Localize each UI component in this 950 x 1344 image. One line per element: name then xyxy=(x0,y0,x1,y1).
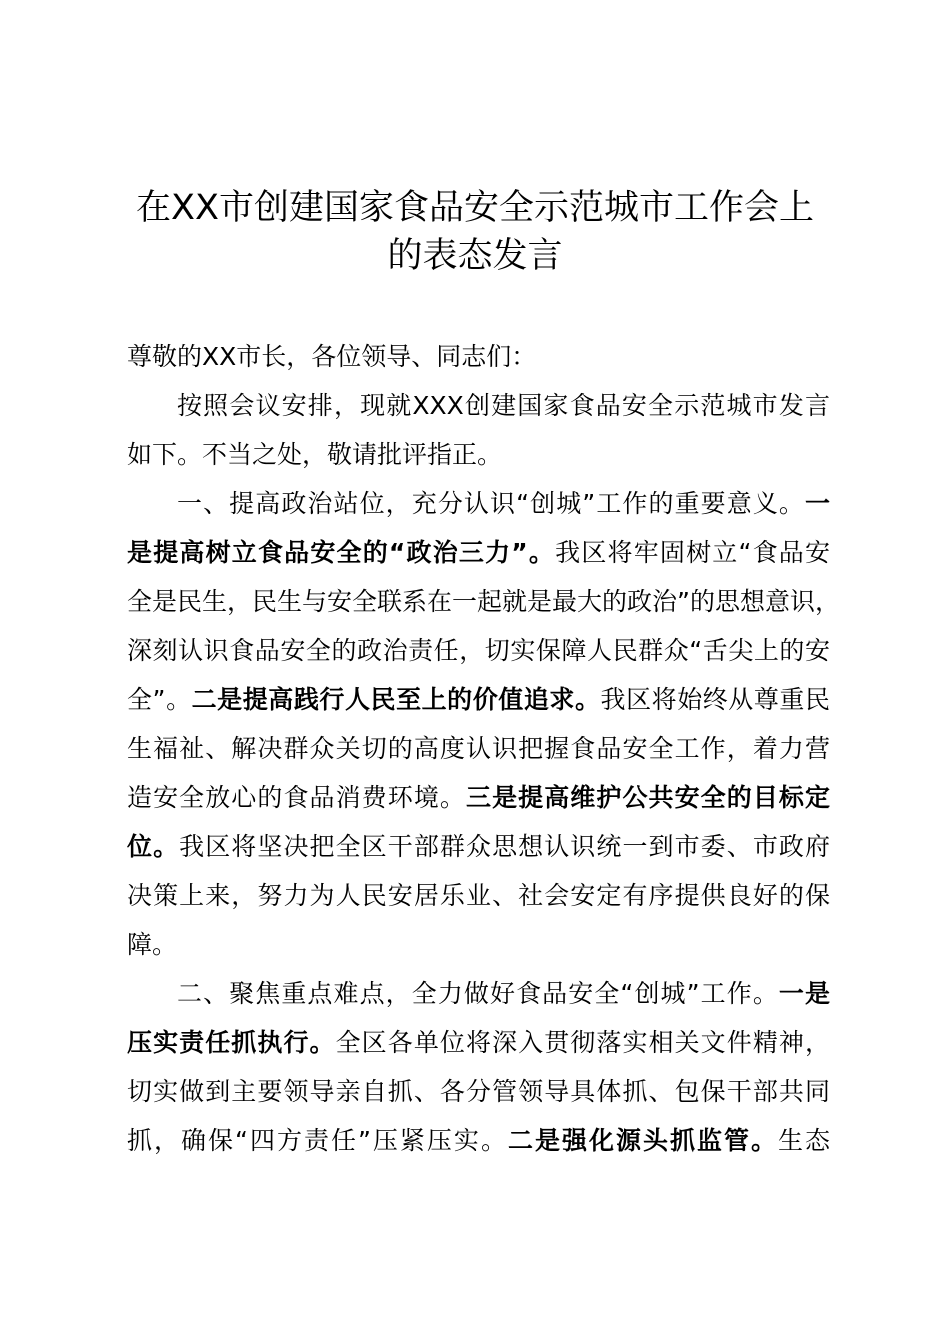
section2-point1-label: 压实责任抓执行。 xyxy=(127,1028,336,1057)
section1-point1-label: 是提高树立食品安全的“政治三力”。 xyxy=(127,538,556,567)
section1-line-7-text: 造安全放心的食品消费环境。 xyxy=(127,783,466,812)
section1-line-3: 全是民生，民生与安全联系在一起就是最大的政治”的思想意识， xyxy=(127,587,840,616)
section1-line-8 xyxy=(127,827,830,867)
section2-point1-label-start: 一是 xyxy=(778,979,830,1008)
section1-line-5 xyxy=(127,680,830,720)
section1-line-5-text-b: 我区将始终从尊重民 xyxy=(600,685,830,714)
section1-point3-label-end: 位。 xyxy=(127,832,180,861)
salutation: 尊敬的XX市长，各位领导、同志们： xyxy=(127,342,537,371)
section1-line-5-text-a: 全”。 xyxy=(127,685,192,714)
section2-line-4 xyxy=(127,1121,830,1161)
section1-heading: 一、提高政治站位，充分认识“创城”工作的重要意义。 xyxy=(177,489,805,518)
section1-point1-label-start: 一 xyxy=(804,489,830,518)
section2-heading: 二、聚焦重点难点，全力做好食品安全“创城”工作。 xyxy=(177,979,779,1008)
section2-line-2-text: 全区各单位将深入贯彻落实相关文件精神， xyxy=(335,1028,830,1057)
section1-line-4: 深刻认识食品安全的政治责任，切实保障人民群众“舌尖上的安 xyxy=(127,636,830,665)
section1-line-8-text: 我区将坚决把全区干部群众思想认识统一到市委、市政府 xyxy=(179,832,830,861)
section2-line-4-text-a: 抓，确保“四方责任”压紧压实。 xyxy=(127,1126,508,1155)
section1-line-7 xyxy=(127,778,830,818)
section1-line-9: 决策上来，努力为人民安居乐业、社会安定有序提供良好的保 xyxy=(127,881,830,910)
document-title-line-2: 的表态发言 xyxy=(387,236,563,276)
section1-point2-label: 二是提高践行人民至上的价值追求。 xyxy=(191,685,601,714)
section1-point3-label: 三是提高维护公共安全的目标定 xyxy=(466,783,830,812)
section2-line-2 xyxy=(127,1023,830,1063)
document-title-line-1: 在XX市创建国家食品安全示范城市工作会上 xyxy=(136,188,814,228)
section2-line-1 xyxy=(177,974,830,1014)
section1-line-1 xyxy=(177,484,830,524)
section1-line-2-text: 我区将牢固树立“食品安 xyxy=(555,538,830,567)
section1-line-2 xyxy=(127,533,830,573)
intro-line-2: 如下。不当之处，敬请批评指正。 xyxy=(127,440,503,469)
intro-line-1: 按照会议安排，现就XXX创建国家食品安全示范城市发言 xyxy=(177,391,830,420)
section1-line-10: 障。 xyxy=(127,930,178,959)
section2-point2-label: 二是强化源头抓监管。 xyxy=(507,1126,778,1155)
section2-line-3: 切实做到主要领导亲自抓、各分管领导具体抓、包保干部共同 xyxy=(127,1077,830,1106)
section1-line-6: 生福祉、解决群众关切的高度认识把握食品安全工作，着力营 xyxy=(127,734,830,763)
section2-line-4-text-b: 生态 xyxy=(777,1126,830,1155)
